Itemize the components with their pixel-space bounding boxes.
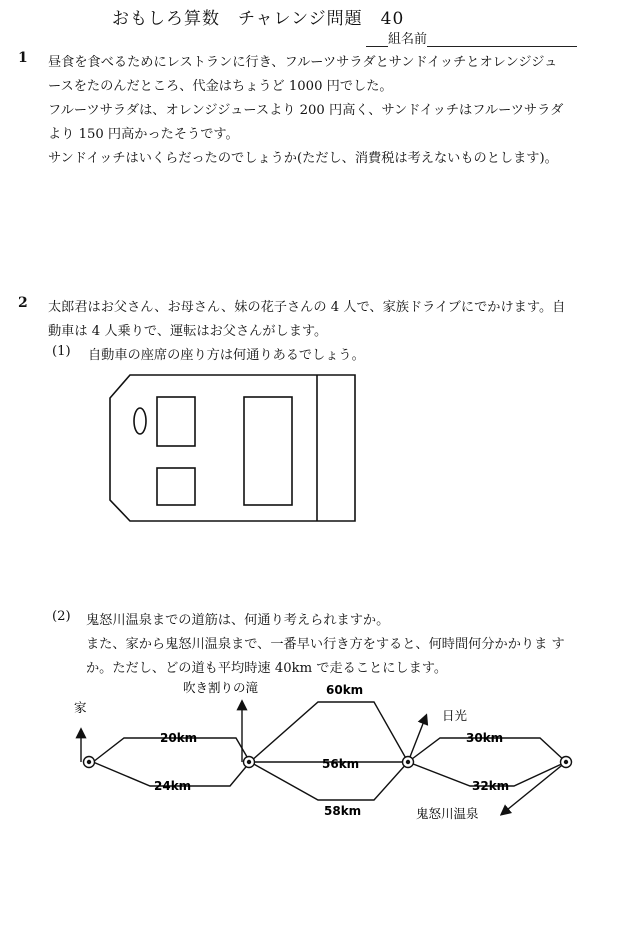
name-label: 組名前 — [388, 32, 428, 47]
road-label-56km: 56km — [322, 757, 360, 771]
question-1-line: より 150 円高かったそうです。 — [48, 127, 239, 142]
subquestion-1-number: (1) — [52, 344, 71, 359]
nikko-label: 日光 — [442, 708, 468, 723]
subquestion-2-line: か。ただし、どの道も平均時速 40km で走ることにします。 — [86, 661, 448, 676]
road-60km — [250, 702, 408, 762]
question-1-line: サンドイッチはいくらだったのでしょうか(ただし、消費税は考えないものとします)。 — [48, 151, 558, 166]
road-label-30km: 30km — [466, 731, 504, 745]
kinugawa-arrow — [502, 762, 566, 814]
fukiware-label: 吹き割りの滝 — [183, 680, 259, 695]
road-label-58km: 58km — [324, 804, 362, 818]
subquestion-1-text: 自動車の座席の座り方は何通りあるでしょう。 — [88, 348, 365, 363]
question-1-line: 昼食を食べるためにレストランに行き、フルーツサラダとサンドイッチとオレンジジュ — [48, 55, 558, 70]
question-1-line: ースをたのんだところ、代金はちょうど 1000 円でした。 — [48, 79, 393, 94]
question-2-line: 太郎君はお父さん、お母さん、妹の花子さんの 4 人で、家族ドライブにでかけます。自 — [48, 300, 566, 315]
subquestion-2-line: 鬼怒川温泉までの道筋は、何通り考えられますか。 — [86, 613, 390, 628]
road-label-32km: 32km — [472, 779, 510, 793]
road-label-60km: 60km — [326, 683, 364, 697]
road-label-20km: 20km — [160, 731, 198, 745]
question-1-number: 1 — [18, 50, 28, 66]
page-title: おもしろ算数 チャレンジ問題 40 — [112, 9, 405, 29]
question-2-number: 2 — [18, 295, 28, 311]
subquestion-2-number: (2) — [52, 609, 71, 624]
road-label-24km: 24km — [154, 779, 192, 793]
question-1-line: フルーツサラダは、オレンジジュースより 200 円高く、サンドイッチはフルーツサラダ — [48, 103, 564, 118]
subquestion-2-line: また、家から鬼怒川温泉まで、一番早い行き方をすると、何時間何分かかりま す — [86, 637, 565, 652]
question-2-line: 動車は 4 人乗りで、運転はお父さんがします。 — [48, 324, 328, 339]
home-label: 家 — [74, 700, 87, 715]
kinugawa-label: 鬼怒川温泉 — [416, 806, 479, 821]
